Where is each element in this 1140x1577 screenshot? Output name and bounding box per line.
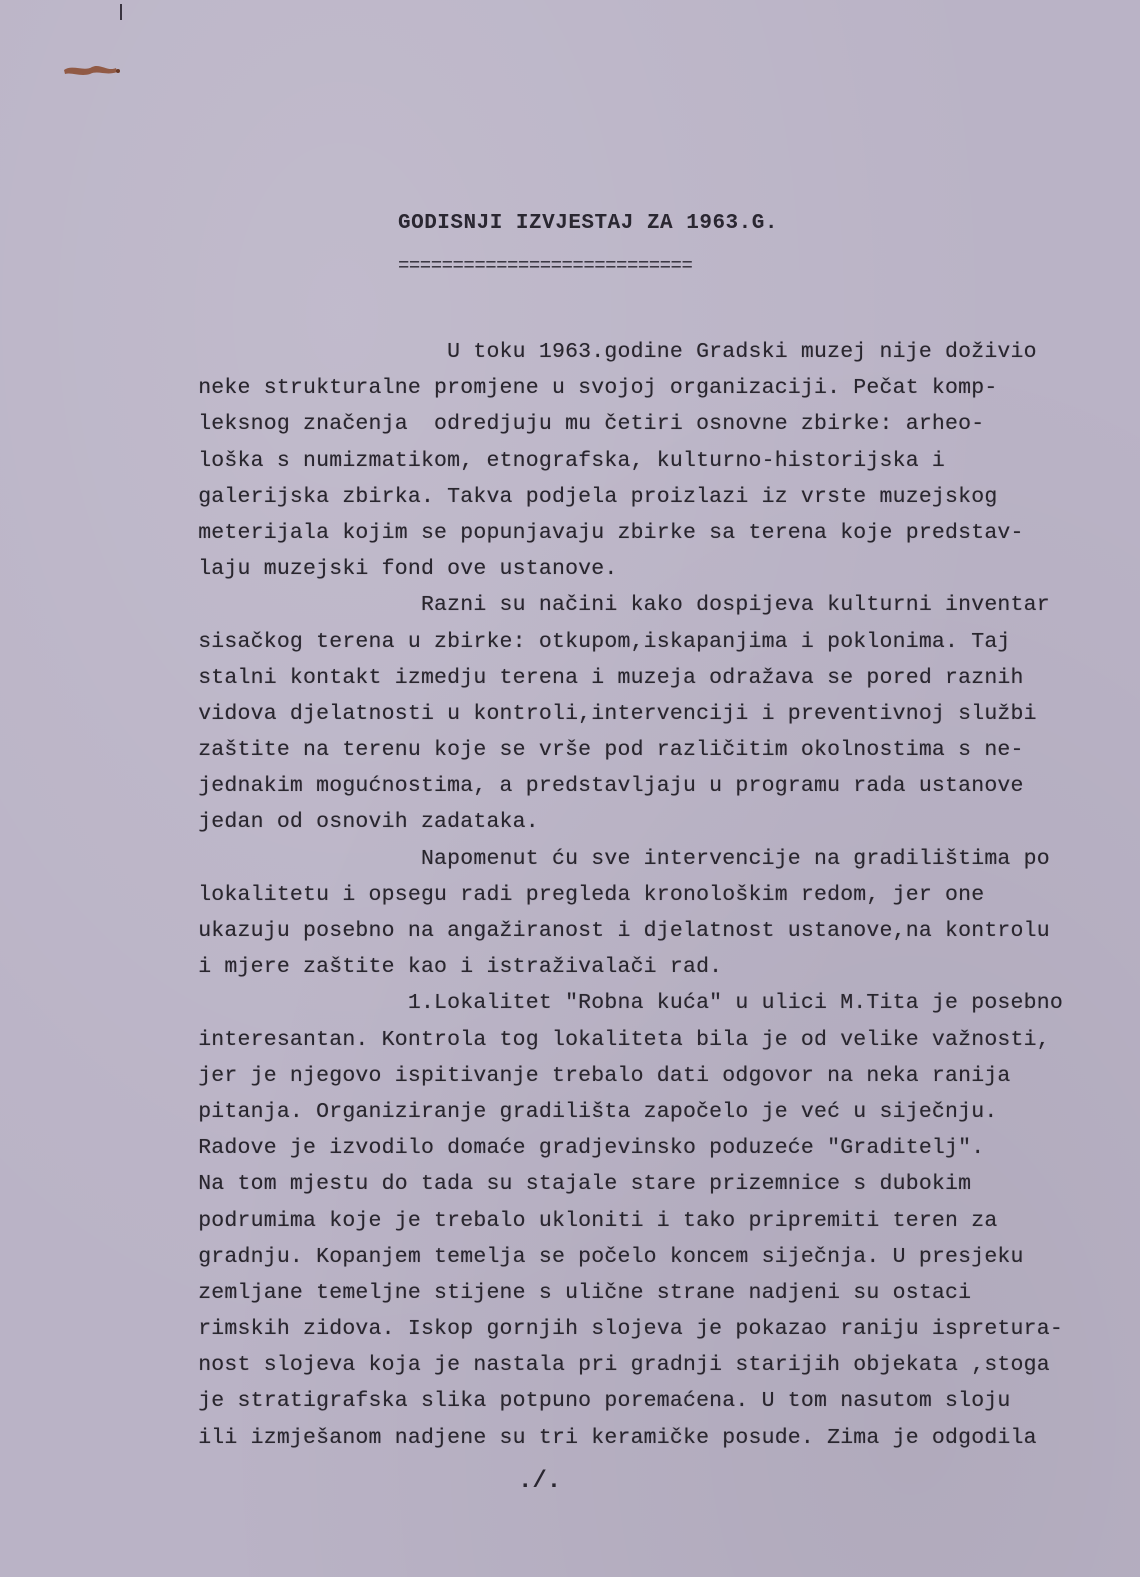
text-line: sisačkog terena u zbirke: otkupom,iskapanjima i poklonima. Taj	[172, 629, 1011, 654]
text-line: 1.Lokalitet "Robna kuća" u ulici M.Tita je posebno	[172, 991, 1063, 1016]
page-continuation-mark: ./.	[518, 1468, 562, 1495]
text-line: meterijala kojim se popunjavaju zbirke sa terena koje predstav-	[172, 520, 1024, 545]
text-line: zaštite na terenu koje se vrše pod različitim okolnostima s ne-	[172, 738, 1024, 763]
text-line: Radove je izvodilo domaće gradjevinsko poduzeće "Graditelj".	[172, 1136, 985, 1161]
text-line: Na tom mjestu do tada su stajale stare prizemnice s dubokim	[172, 1172, 972, 1197]
text-line: rimskih zidova. Iskop gornjih slojeva je pokazao raniju ispretura-	[172, 1317, 1063, 1342]
report-body	[172, 334, 1112, 1456]
text-line: jer je njegovo ispitivanje trebalo dati odgovor na neka ranija	[172, 1063, 1011, 1088]
report-title: GODISNJI IZVJESTAJ ZA 1963.G.	[398, 212, 778, 235]
text-line: laju muzejski fond ove ustanove.	[172, 557, 618, 582]
title-underline: ===========================	[398, 255, 693, 277]
text-line: U toku 1963.godine Gradski muzej nije doživio	[172, 340, 1037, 364]
text-line: stalni kontakt izmedju terena i muzeja odražava se pored raznih	[172, 665, 1024, 690]
rust-stain-mark	[62, 58, 122, 80]
text-line: jedan od osnovih zadataka.	[172, 810, 539, 835]
text-line: i mjere zaštite kao i istraživalači rad.	[172, 955, 723, 980]
text-line: leksnog značenja odredjuju mu četiri osnovne zbirke: arheo-	[172, 412, 985, 437]
text-line: ukazuju posebno na angažiranost i djelatnost ustanove,na kontrolu	[172, 919, 1050, 943]
text-line: gradnju. Kopanjem temelja se počelo koncem siječnja. U presjeku	[172, 1244, 1024, 1269]
text-line: Razni su načini kako dospijeva kulturni inventar	[172, 593, 1050, 618]
text-line: zemljane temeljne stijene s ulične strane nadjeni su ostaci	[172, 1280, 972, 1305]
text-line: pitanja. Organiziranje gradilišta započelo je već u siječnju.	[172, 1099, 998, 1124]
text-line: lokalitetu i opsegu radi pregleda kronološkim redom, jer one	[172, 882, 985, 907]
text-line: je stratigrafska slika potpuno poremaćena. U tom nasutom sloju	[172, 1389, 1011, 1414]
text-line: neke strukturalne promjene u svojoj organizaciji. Pečat komp-	[172, 376, 998, 401]
text-line: Napomenut ću sve intervencije na gradilištima po	[172, 846, 1050, 871]
text-line: nost slojeva koja je nastala pri gradnji starijih objekata ,stoga	[172, 1353, 1050, 1378]
ink-tick-mark	[118, 4, 124, 22]
text-line: podrumima koje je trebalo ukloniti i tako pripremiti teren za	[172, 1208, 998, 1233]
text-line: galerijska zbirka. Takva podjela proizlazi iz vrste muzejskog	[172, 484, 998, 509]
text-line: interesantan. Kontrola tog lokaliteta bila je od velike važnosti,	[172, 1027, 1050, 1052]
text-line: vidova djelatnosti u kontroli,intervenciji i preventivnoj službi	[172, 701, 1037, 726]
text-line: ili izmješanom nadjene su tri keramičke posude. Zima je odgodila	[172, 1425, 1037, 1450]
text-line: loška s numizmatikom, etnografska, kulturno-historijska i	[172, 448, 946, 473]
text-line: jednakim mogućnostima, a predstavljaju u programu rada ustanove	[172, 774, 1024, 799]
